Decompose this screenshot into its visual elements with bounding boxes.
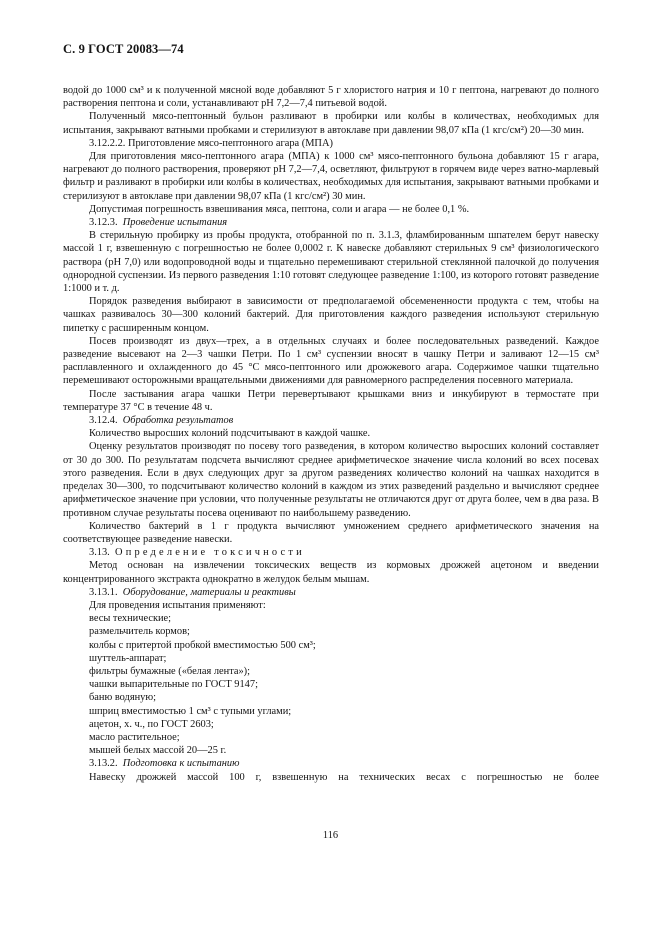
section-title: Определение токсичности bbox=[114, 547, 305, 559]
section-heading-3-13 bbox=[63, 546, 599, 559]
paragraph: После застывания агара чашки Петри перевертывают крышками вниз и инкубируют в термостате при температуре 37 °С в течение 48 ч. bbox=[63, 388, 599, 413]
list-item: размельчитель кормов; bbox=[89, 626, 190, 638]
paragraph: Метод основан на извлечении токсических веществ из кормовых дрожжей ацетоном и введении концентрированного экстракта однократно в желудок белым мышам. bbox=[63, 560, 599, 585]
section-title: Оборудование, материалы и реактивы bbox=[122, 586, 296, 598]
list-item: шуттель-аппарат; bbox=[89, 652, 167, 664]
paragraph: водой до 1000 см³ и к полученной мясной воде добавляют 5 г хлористого натрия и 10 г пептона, нагревают до полного растворения пептона и соли, устанавливают pH 7,2—7,4 питьевой водой. bbox=[63, 85, 599, 110]
document-body bbox=[63, 84, 599, 784]
paragraph: Полученный мясо-пептонный бульон разливают в пробирки или колбы в количествах, необходимых для испытания, закрывают ватными пробками и стерилизуют в автоклаве при давлении 98,07 кПа (1 кгс/см²) 20—30 мин. bbox=[63, 111, 599, 136]
page-header: С. 9 ГОСТ 20083—74 bbox=[63, 42, 184, 56]
list-item: масло растительное; bbox=[89, 731, 180, 743]
list-item: колбы с притертой пробкой вместимостью 500 см³; bbox=[89, 639, 316, 651]
paragraph: Порядок разведения выбирают в зависимости от предполагаемой обсемененности продукта с тем, чтобы на чашках развивалось 30—300 колоний бактерий. Для приготовления каждого разведения используют стерильную пипетку с расширенным концом. bbox=[63, 296, 599, 334]
section-title: Обработка результатов bbox=[122, 415, 234, 427]
section-number: 3.12.4. bbox=[89, 415, 118, 427]
list-item: ацетон, х. ч., по ГОСТ 2603; bbox=[89, 718, 214, 730]
list-item: весы технические; bbox=[89, 613, 172, 625]
list-item: мышей белых массой 20—25 г. bbox=[89, 745, 227, 757]
section-heading-3-13-2 bbox=[63, 757, 599, 770]
paragraph: Навеску дрожжей массой 100 г, взвешенную на технических весах с погрешностью не более bbox=[89, 771, 599, 783]
section-number: 3.13. bbox=[89, 547, 110, 559]
section-heading-3-12-2-2: 3.12.2.2. Приготовление мясо-пептонного агара (МПА) bbox=[89, 137, 333, 149]
section-number: 3.12.3. bbox=[89, 217, 118, 229]
paragraph: Количество выросших колоний подсчитывают в каждой чашке. bbox=[89, 428, 371, 440]
section-heading-3-13-1 bbox=[63, 586, 599, 599]
paragraph: Оценку результатов производят по посеву того разведения, в котором количество выросших колоний составляет от 30 до 300. По результатам подсчета вычисляют среднее арифметическое значение числа колоний во всех посевах этого разведения. Если в двух следующих друг за другом разведениях количество колоний на чашках находится в пределах 30—300, то подсчитывают количество колоний в каждом из этих разведений раздельно и вычисляют среднее арифметическое значение при условии, что полученные результаты не отличаются друг от друга более, чем в два раза. В противном случае результаты посева оценивают по наибольшему разведению. bbox=[63, 441, 599, 519]
paragraph: Допустимая погрешность взвешивания мяса, пептона, соли и агара — не более 0,1 %. bbox=[89, 203, 470, 215]
section-number: 3.13.1. bbox=[89, 586, 118, 598]
list-item: чашки выпарительные по ГОСТ 9147; bbox=[89, 679, 258, 691]
list-item: баню водяную; bbox=[89, 692, 157, 704]
paragraph: Для проведения испытания применяют: bbox=[89, 599, 266, 611]
paragraph: Для приготовления мясо-пептонного агара (МПА) к 1000 см³ мясо-пептонного бульона добавляют 15 г агара, нагревают до полного растворения, проверяют pH 7,2—7,4, осветляют, фильтруют в горячем виде через ватно-марлевый фильтр и разливают в пробирки или колбы в количествах, необходимых для испытания, закрывают ватными пробками и стерилизуют в автоклаве при давлении 98,07 кПа (1 кгс/см²) 30 мин. bbox=[63, 151, 599, 202]
equipment-list bbox=[63, 612, 599, 757]
list-item: фильтры бумажные («белая лента»); bbox=[89, 665, 251, 677]
section-heading-3-12-3 bbox=[63, 216, 599, 229]
page-number: 116 bbox=[322, 830, 339, 841]
section-title: Проведение испытания bbox=[122, 217, 228, 229]
paragraph: Посев производят из двух—трех, а в отдельных случаях и более последовательных разведений. Каждое разведение высевают на 2—3 чашки Петри. По 1 см³ суспензии вносят в чашку Петри и заливают 12—15 см³ расплавленного и охлажденного до 45 °С мясо-пептонного или дрожжевого агара. Содержимое чашки тщательно перемешивают осторожными вращательными движениями для равномерного распределения посевного материала. bbox=[63, 335, 599, 387]
paragraph: Количество бактерий в 1 г продукта вычисляют умножением среднего арифметического значения на соответствующее разведение навески. bbox=[63, 520, 599, 545]
paragraph: В стерильную пробирку из пробы продукта, отобранной по п. 3.1.3, фламбированным шпателем берут навеску массой 1 г, взвешенную с погрешностью не более 0,0002 г. К навеске добавляют стерильных 9 см³ физиологического раствора (pH 7,0) или водопроводной воды и тщательно перемешивают стерильной стеклянной палочкой до получения однородной суспензии. Из первого разведения 1:10 готовят следующее разведение 1:100, из которого готовят разведение 1:1000 и т. д. bbox=[63, 230, 599, 295]
section-title: Подготовка к испытанию bbox=[122, 758, 240, 770]
list-item: шприц вместимостью 1 см³ с тупыми углами; bbox=[89, 705, 292, 717]
section-heading-3-12-4 bbox=[63, 414, 599, 427]
section-number: 3.13.2. bbox=[89, 758, 118, 770]
